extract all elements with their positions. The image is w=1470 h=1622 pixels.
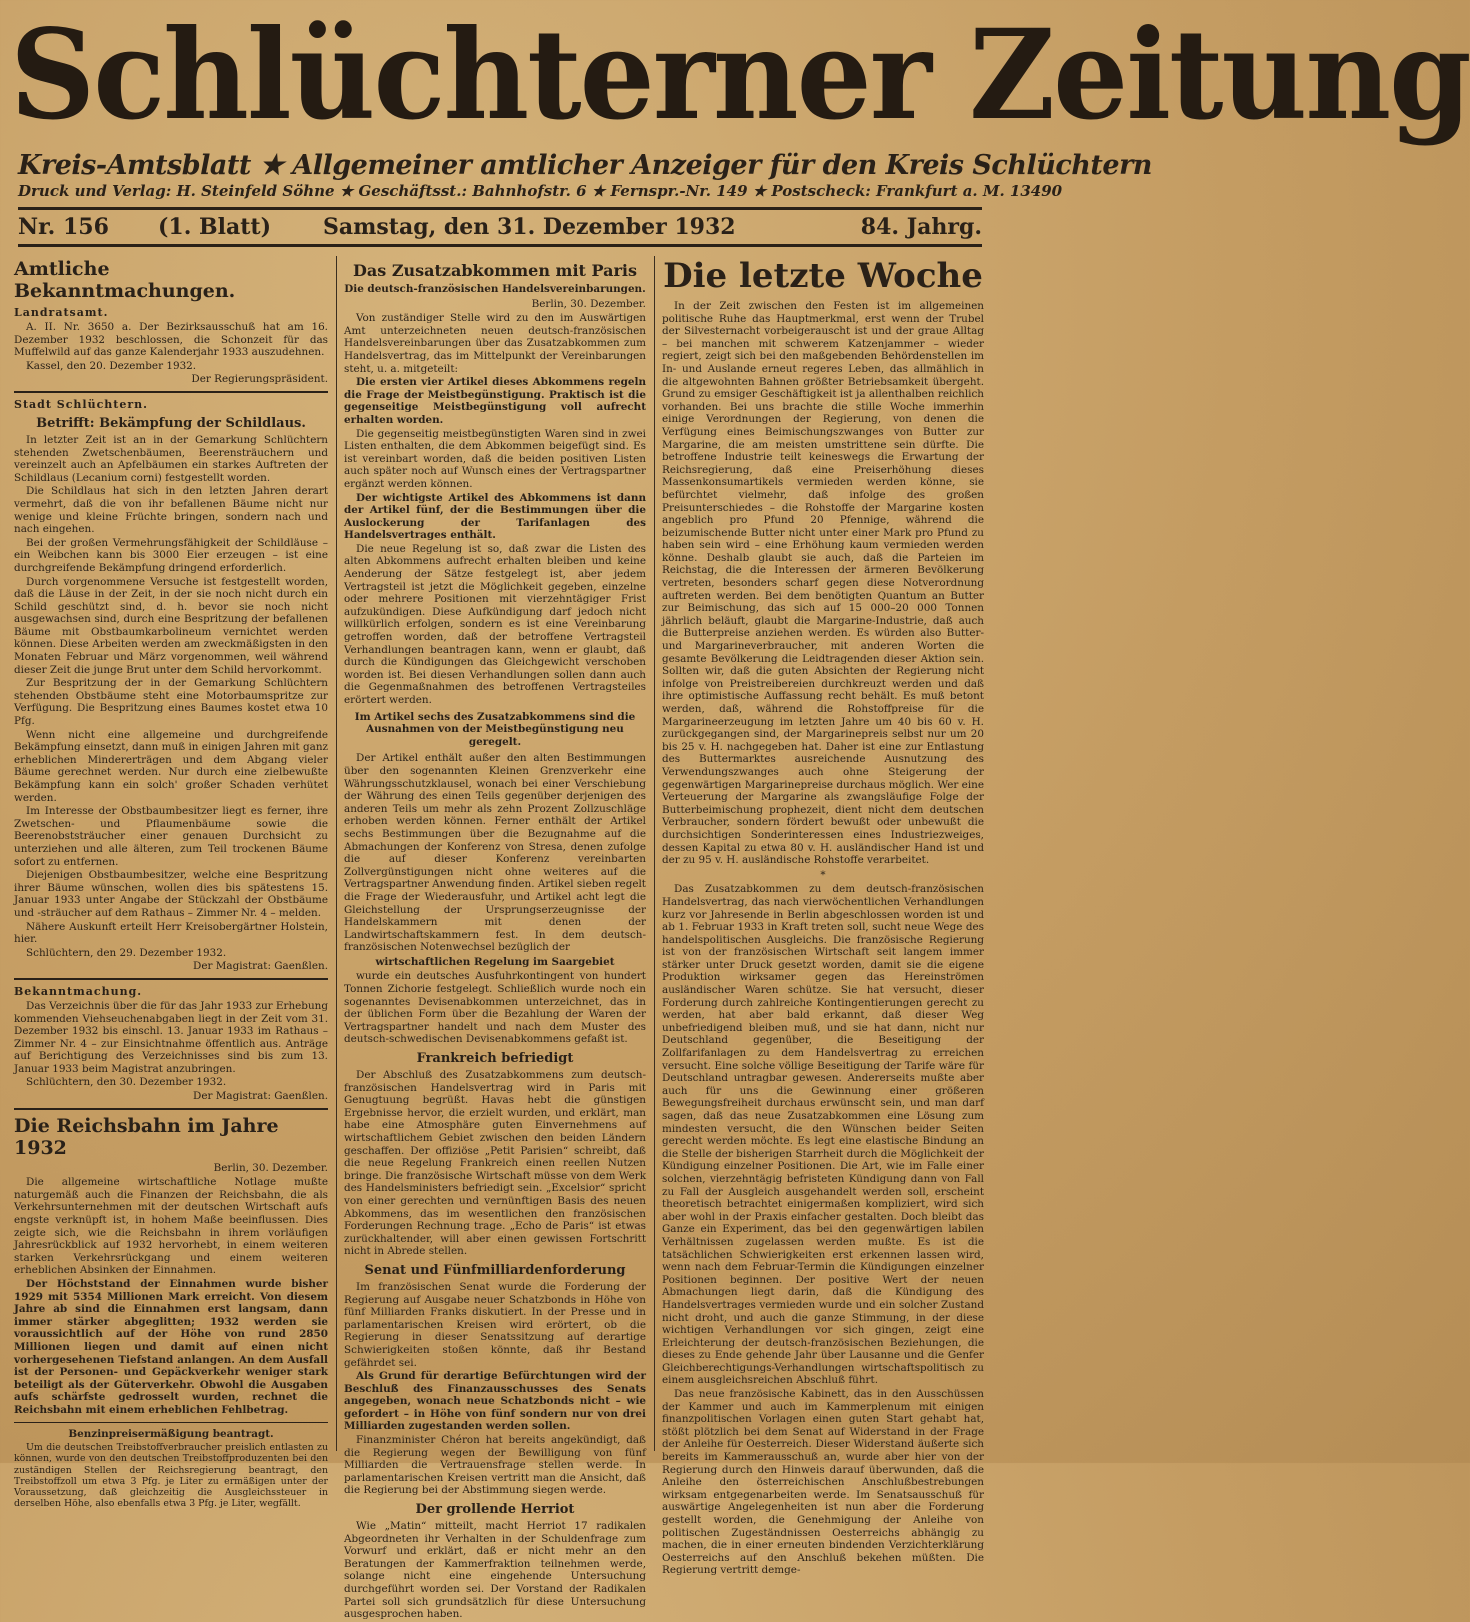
sheet-number: (1. Blatt) bbox=[158, 214, 271, 240]
notice-place: Schlüchtern, den 29. Dezember 1932. bbox=[26, 946, 227, 959]
section-divider bbox=[14, 978, 328, 980]
article-text: Der Höchststand der Einnahmen wurde bisher 1929 mit 5354 Millionen Mark erreicht. Von diesem Jahre ab sind die Einnahmen erst langsam, dann immer stärker abgeglitten; 1932 werden sie voraussichtlich auf der Höhe von rund 2850 Millionen liegen und damit auf einen nicht vorhergesehenen Tiefstand anlangen. An dem Ausfall ist der Personen- und Gepäckverkehr weniger stark beteiligt als der Güterverkehr. Obwohl die Ausgaben aufs schärfste gedrosselt wurden, rechnet die Reichsbahn mit einem erheblichen Fehlbetrag. bbox=[14, 1278, 328, 1416]
bottom-rule bbox=[18, 244, 982, 247]
column-divider bbox=[654, 256, 655, 1451]
notice-text: Nähere Auskunft erteilt Herr Kreisobergärtner Holstein, hier. bbox=[14, 920, 328, 946]
notice-place: Kassel, den 20. Dezember 1932. bbox=[26, 359, 197, 372]
notice-subject: Betrifft: Bekämpfung der Schildlaus. bbox=[36, 415, 306, 431]
notice-text: Wenn nicht eine allgemeine und durchgreifende Bekämpfung einsetzt, dann muß in einigen Jahren mit ganz erheblichen Mindererträgen und dem Abgang vieler Bäume gerechnet werden. Nur durch eine zielbewußte Bekämpfung kann ein solch' großer Schaden verhütet werden. bbox=[14, 728, 328, 804]
article-text: Der Artikel enthält außer den alten Bestimmungen über den sogenannten Kleinen Grenzverkehr eine Währungsschutzklausel, wonach bei einer Verschiebung der Währung des einen Teils gegenüber derjenigen des anderen Teils um mehr als zehn Prozent Zollzuschläge erhoben werden können. Ferner enthält der Artikel sechs Bestimmungen über die Bezugnahme auf die Abmachungen der Konferenz von Stresa, denen zufolge die auf dieser Konferenz vereinbarten Zollvergünstigungen nicht ohne weiteres auf die Vertragspartner Anwendung finden. Artikel sieben regelt die Frage der Wiederausfuhr, und Artikel acht legt die Gleichstellung der Ursprungserzeugnisse der Handelskammern mit denen der Landwirtschaftskammern fest. In dem deutsch-französischen Notenwechsel bezüglich der bbox=[344, 752, 646, 954]
notice-text: Im Interesse der Obstbaumbesitzer liegt es ferner, ihre Zwetschen- und Pflaumenbäume sowie die Beerenobststräucher einer genauen Durchsicht zu unterziehen und alle älteren, zum Teil trockenen Bäume sofort zu entfernen. bbox=[14, 805, 328, 868]
section-divider bbox=[14, 1108, 328, 1110]
volume-year: 84. Jahrg. bbox=[860, 214, 982, 240]
notice-heading: Bekanntmachung. bbox=[14, 984, 143, 998]
office-label: Stadt Schlüchtern. bbox=[14, 397, 148, 411]
section-divider bbox=[14, 1422, 328, 1423]
article-text: Finanzminister Chéron hat bereits angekündigt, daß die Regierung wegen der Bewilligung von fünf Milliarden die Vertrauensfrage stellen werde. In parlamentarischen Kreisen vertritt man die Ansicht, daß die Regierung bei der Abstimmung siegen werde. bbox=[344, 1434, 646, 1497]
notice-text: Das Verzeichnis über die für das Jahr 1933 zur Erhebung kommenden Viehseuchenabgaben liegt in der Zeit vom 31. Dezember 1932 bis einschl. 13. Januar 1933 im Rathaus – Zimmer Nr. 4 – zur Einsichtnahme öffentlich aus. Anträge auf Berichtigung des Verzeichnisses sind bis zum 13. Januar 1933 beim Magistrat anzubringen. bbox=[14, 999, 328, 1075]
office-label: Landratsamt. bbox=[14, 306, 109, 319]
column-trade-agreement bbox=[344, 256, 646, 1622]
article-text: Um die deutschen Treibstoffverbraucher preislich entlasten zu können, wurde von den deutschen Treibstoffproduzenten bei den zuständigen Stellen der Reichsregierung beantragt, den Treibstoffzoll um etwa 3 Pfg. je Liter zu ermäßigen unter der Voraussetzung, daß gleichzeitig die Ausgleichssteuer in derselben Höhe, also ebenfalls etwa 3 Pfg. je Liter, wegfällt. bbox=[14, 1442, 328, 1510]
article-heading-reichsbahn: Die Reichsbahn im Jahre 1932 bbox=[14, 1114, 279, 1159]
article-heading-paris: Das Zusatzabkommen mit Paris bbox=[353, 261, 637, 280]
section-heading: Frankreich befriedigt bbox=[416, 1051, 574, 1067]
article-text: Wie „Matin“ mitteilt, macht Herriot 17 radikalen Abgeordneten ihr Verhalten in der Schuldenfrage zum Vorwurf und erklärt, daß er nicht mehr an den Beratungen der Kammerfraktion teilnehmen werde, solange nicht eine eingehende Untersuchung durchgeführt worden sei. Der Vorstand der Radikalen Partei soll sich grundsätzlich für diese Untersuchung ausgesprochen haben. bbox=[344, 1520, 646, 1621]
section-divider bbox=[14, 391, 328, 393]
notice-text: In letzter Zeit ist an in der Gemarkung Schlüchtern stehenden Zwetschenbäumen, Beerensträuchern und vereinzelt auch an Apfelbäumen ein starkes Auftreten der Schildlaus (Lecanium corni) festgestellt worden. bbox=[14, 433, 328, 484]
column-divider bbox=[336, 256, 337, 1451]
article-text: Im französischen Senat wurde die Forderung der Regierung auf Ausgabe neuer Schatzbonds in Höhe von fünf Milliarden Franks diskutiert. In der Presse und in parlamentarischen Kreisen wird erörtert, ob die Regierung in dieser Senatssitzung auf derartige Schwierigkeiten stoßen könnte, daß ihr Bestand gefährdet sei. bbox=[344, 1280, 646, 1369]
article-text: Die allgemeine wirtschaftliche Notlage mußte naturgemäß auch die Finanzen der Reichsbahn, die als Verkehrsunternehmen mit der deutschen Wirtschaft aufs engste verknüpft ist, in hohem Maße beeinflussen. Dies zeigte sich, wie die Reichsbahn in ihrem vorläufigen Jahresrückblick auf 1932 hervorhebt, in einem weiteren starken Verkehrsrückgang und einem weiteren erheblichen Absinken der Einnahmen. bbox=[14, 1176, 328, 1277]
masthead-imprint: Druck und Verlag: H. Steinfeld Söhne ★ Geschäftsst.: Bahnhofstr. 6 ★ Fernspr.-Nr. 149 ★ Postscheck: Frankfurt a. M. 13490 bbox=[18, 182, 1063, 200]
article-text: Als Grund für derartige Befürchtungen wird der Beschluß des Finanzausschusses des Senats angegeben, wonach neue Schatzbonds nicht – wie gefordert – in Höhe von fünf sondern nur von drei Milliarden zugestanden werden sollen. bbox=[344, 1370, 646, 1433]
article-dateline: Berlin, 30. Dezember. bbox=[213, 1161, 328, 1174]
article-dateline: Berlin, 30. Dezember. bbox=[531, 297, 646, 310]
top-rule bbox=[18, 207, 982, 210]
notice-place: Schlüchtern, den 30. Dezember 1932. bbox=[26, 1076, 227, 1089]
notice-signature: Der Regierungspräsident. bbox=[191, 373, 328, 386]
article-text: Von zuständiger Stelle wird zu den im Auswärtigen Amt unterzeichneten neuen deutsch-französischen Handelsvereinbarungen über das Zusatzabkommen zum Handelsvertrag, das im Mittelpunkt der Vereinbarungen steht, u. a. mitgeteilt: bbox=[344, 312, 646, 375]
column-last-week bbox=[662, 256, 984, 1578]
masthead-subtitle: Kreis-Amtsblatt ★ Allgemeiner amtlicher Anzeiger für den Kreis Schlüchtern bbox=[18, 150, 1152, 181]
article-text: Die ersten vier Artikel dieses Abkommens regeln die Frage der Meistbegünstigung. Praktisch ist die gegenseitige Meistbegünstigung voll aufrecht erhalten worden. bbox=[344, 376, 646, 426]
notice-text: A. II. Nr. 3650 a. Der Bezirksausschuß hat am 16. Dezember 1932 beschlossen, die Schonzeit für das Muffelwild auf das ganze Kalenderjahr 1933 auszudehnen. bbox=[14, 321, 328, 359]
article-text: Der wichtigste Artikel des Abkommens ist dann der Artikel fünf, der die Bestimmungen über die Auslockerung der Tarifanlagen des Handelsvertrages enthält. bbox=[344, 491, 646, 542]
separator-star: * bbox=[820, 868, 826, 881]
article-text: Im Artikel sechs des Zusatzabkommens sind die Ausnahmen von der Meistbegünstigung neu geregelt. bbox=[354, 710, 636, 748]
article-text: wurde ein deutsches Ausfuhrkontingent von hundert Tonnen Zichorie festgelegt. Schließlich wurde noch ein sogenanntes Devisenabkommen unterzeichnet, das in der üblichen Form über die Bezahlung der Waren der Vertragspartner handelt und nach dem Muster des deutsch-schwedischen Devisenabkommens gefaßt ist. bbox=[344, 970, 646, 1046]
notice-text: Diejenigen Obstbaumbesitzer, welche eine Bespritzung ihrer Bäume wünschen, wollen dies bis spätestens 15. Januar 1933 unter Angabe der Stückzahl der Obstbäume und -sträucher auf dem Rathaus – Zimmer Nr. 4 – melden. bbox=[14, 869, 328, 919]
official-notices-heading: Amtliche Bekanntmachungen. bbox=[14, 258, 236, 302]
notice-signature: Der Magistrat: Gaenßlen. bbox=[193, 960, 328, 973]
section-heading: Der grollende Herriot bbox=[415, 1502, 575, 1518]
notice-text: Zur Bespritzung der in der Gemarkung Schlüchtern stehenden Obstbäume steht eine Motorbaumspritze zur Verfügung. Die Bespritzung eines Baumes kostet etwa 10 Pfg. bbox=[14, 677, 328, 728]
issue-number: Nr. 156 bbox=[18, 214, 109, 240]
article-text: Die neue Regelung ist so, daß zwar die Listen des alten Abkommens aufrecht erhalten bleiben und keine Aenderung der Sätze festgelegt ist, aber jedem Vertragsteil ist jetzt die Möglichkeit gegeben, einzelne oder mehrere Positionen mit vierzehntägiger Frist aufzukündigen. Diese Aufkündigung darf jedoch nicht willkürlich erfolgen, sondern es ist eine Vereinbarung getroffen worden, daß der betroffene Vertragsteil Verhandlungen beantragen kann, wenn er glaubt, daß durch die Kündigungen das Gleichgewicht verschoben worden ist. Bei diesen Verhandlungen sollen dann auch die Gegenmaßnahmen des betroffenen Vertragsteiles erörtert werden. bbox=[344, 542, 646, 706]
article-heading-last-week: Die letzte Woche bbox=[663, 256, 983, 296]
dateline-bar bbox=[18, 212, 982, 244]
article-subheading: Die deutsch-französischen Handelsvereinbarungen. bbox=[344, 283, 646, 295]
article-subheading: wirtschaftlichen Regelung im Saargebiet bbox=[375, 955, 615, 968]
article-text: Die gegenseitig meistbegünstigten Waren sind in zwei Listen enthalten, die dem Abkommen beigefügt sind. Es ist vereinbart worden, daß die beiden positiven Listen auch später noch auf Wunsch eines der Vertragspartner ergänzt werden können. bbox=[344, 427, 646, 490]
article-text: Der Abschluß des Zusatzabkommens zum deutsch-französischen Handelsvertrag wird in Paris mit Genugtuung begrüßt. Havas hebt die günstigen Ergebnisse hervor, die erzielt wurden, und erklärt, man habe eine Atmosphäre guten Einvernehmens auf wirtschaftlichem Gebiet zwischen den beiden Ländern geschaffen. Der offiziöse „Petit Parisien“ schreibt, daß die neue Regelung Frankreich einen reellen Nutzen bringe. Die französische Wirtschaft müsse von dem Werk des Handelsministers befriedigt sein. „Excelsior“ spricht von einer gerechten und vernünftigen Basis des neuen Abkommens, das im wesentlichen den französischen Forderungen Rechnung trage. „Echo de Paris“ ist etwas zurückhaltender, will aber einen gewissen Fortschritt nicht in Abrede stellen. bbox=[344, 1069, 646, 1258]
article-text: In der Zeit zwischen den Festen ist im allgemeinen politische Ruhe das Hauptmerkmal, erst wenn der Trubel der Silvesternacht vorbeigerauscht ist und der graue Alltag – bei manchen mit schwerem Katzenjammer – wieder regiert, zeigt sich bei den maßgebenden Behördenstellen im In- und Auslande erneut regeres Leben, das allmählich in die altgewohnten Bahnen größter Betriebsamkeit übergeht. Grund zu emsiger Geschäftigkeit ist ja allenthalben reichlich vorhanden. Bei uns brachte die stille Woche immerhin einige Verordnungen der Regierung, von denen die Verfügung eines Beimischungszwanges von Butter zur Margarine, die am meisten umstrittene sein dürfte. Die betroffene Industrie teilt keineswegs die Erwartung der Reichsregierung, daß eine Preiserhöhung dieses Massenkonsumartikels vermieden werden könne, sie befürchtet vielmehr, daß infolge des großen Preisunterschiedes – die Rohstoffe der Margarine kosten angeblich pro Pfund 20 Pfennige, während die beizumischende Butter nicht unter einer Mark pro Pfund zu haben sein wird – eine Erhöhung kaum vermieden werden könne. Deshalb glaubt sie auch, daß die Parteien im Reichstag, die die Interessen der ärmeren Bevölkerung vertreten, besonders scharf gegen diese Notverordnung auftreten werden. Bei dem benötigten Quantum an Butter zur Beimischung, das sich auf 15 000–20 000 Tonnen jährlich beläuft, glaubt die Margarine-Industrie, daß auch die Butterpreise anziehen werden. Es würden also Butter- und Margarineverbraucher, mit anderen Worten die gesamte Bevölkerung die Leidtragenden dieser Aktion sein. Sollten wir, daß die guten Absichten der Regierung nicht infolge von Preistreibereien durchkreuzt werden und daß ihre optimistische Auffassung recht behält. Es muß betont werden, daß, während die Rohstoffpreise für die Margarineerzeugung im letzten Jahre um 40 bis 60 v. H. zurückgegangen sind, der Margarinepreis selbst nur um 20 bis 25 v. H. nachgegeben hat. Daher ist eine zur Entlastung des Buttermarktes ausreichende Ausnutzung des Verwendungszwanges auch ohne Steigerung der gegenwärtigen Margarinepreise durchaus möglich. Wer eine Verteuerung der Margarine als zwangsläufige Folge der Butterbeimischung prophezeit, dient nicht dem deutschen Verbraucher, sondern fördert bewußt oder unbewußt die durchsichtigen Sonderinteressen eines Industriezweiges, dessen Kapital zu etwa 80 v. H. ausländischer Hand ist und der zu 95 v. H. ausländische Rohstoffe verarbeitet. bbox=[662, 300, 984, 867]
column-official-notices bbox=[14, 256, 328, 1510]
notice-text: Durch vorgenommene Versuche ist festgestellt worden, daß die Läuse in der Zeit, in der sie noch nicht durch ein Schild geschützt sind, d. h. bevor sie noch nicht ausgewachsen sind, durch eine Bespritzung der befallenen Bäume mit Obstbaumkarbolineum vernichtet werden können. Diese Arbeiten werden am zweckmäßigsten in den Monaten Februar und März vorgenommen, weil während dieser Zeit die junge Brut unter dem Schild hervorkommt. bbox=[14, 575, 328, 676]
notice-text: Die Schildlaus hat sich in den letzten Jahren derart vermehrt, daß die von ihr befallenen Bäume nicht nur wenige und kleine Früchte bringen, sondern nach und nach eingehen. bbox=[14, 485, 328, 536]
masthead-title: Schlüchterner Zeitung bbox=[10, 1, 1470, 148]
article-text: Das Zusatzabkommen zu dem deutsch-französischen Handelsvertrag, das nach vierwöchentlichen Verhandlungen kurz vor Jahresende in Berlin abgeschlossen worden ist und ab 1. Februar 1933 in Kraft treten soll, sucht neue Wege des handelspolitischen Ausgleichs. Die französische Regierung ist von der französischen Wirtschaft seit langem immer stärker unter Druck gesetzt worden, damit sie die eigene Produktion wirksamer gegen das Hereinströmen ausländischer Waren schütze. Sie hat versucht, dieser Forderung durch zahlreiche Kontingentierungen gerecht zu werden, hat aber bald erkannt, daß dieser Weg unbefriedigend bleiben muß, und sie hat dann, nicht nur Deutschland gegenüber, die Beseitigung der Zollfarifanlagen zu dem Handelsvertrag zu erreichen versucht. Eine solche völlige Beseitigung der Tarife wäre für Deutschland untragbar gewesen. Andererseits mußte aber auch für uns die Gewinnung einer größeren Bewegungsfreiheit durchaus erwünscht sein, und man darf sagen, daß das neue Zusatzabkommen eine Lösung zum mindesten versucht, die den Wünschen beider Seiten gerecht werden möchte. Es legt eine elastische Bindung an die Stelle der bisherigen Starrheit durch die Möglichkeit der Kündigung einzelner Positionen. Die Art, wie im Falle einer solchen, vierzehntägig befristeten Kündigung dann von Fall zu Fall der Ausgleich ausgehandelt werden soll, erscheint theoretisch betrachtet einigermaßen kompliziert, wird sich aber wohl in der Praxis einfacher gestalten. Doch bleibt das Ganze ein Experiment, das bei den gegenwärtigen labilen Verhältnissen zugelassen werden mußte. Es ist die tatsächlichen Schwierigkeiten erst erkennen lassen wird, wenn nach dem Februar-Termin die Kündigungen einzelner Positionen beginnen. Der positive Wert der neuen Abmachungen liegt darin, daß die Kündigung des Handelsvertrages vermieden wurde und ein solcher Zustand nicht droht, und auch die ganze Stimmung, in der diese wichtigen Verhandlungen vor sich gingen, zeigt eine Erleichterung der deutsch-französischen Beziehungen, die dieses zu Ende gehende Jahr über Lausanne und die Genfer Gleichberechtigungs-Verhandlungen wirtschaftspolitisch zu einem ausgleichsreichen Abschluß führt. bbox=[662, 883, 984, 1387]
notice-text: Bei der großen Vermehrungsfähigkeit der Schildläuse – ein Weibchen kann bis 3000 Eier erzeugen – ist eine durchgreifende Bekämpfung dringend erforderlich. bbox=[14, 536, 328, 574]
section-heading: Senat und Fünfmilliardenforderung bbox=[364, 1262, 626, 1278]
article-text: Das neue französische Kabinett, das in den Ausschüssen der Kammer und auch im Kammerplenum mit einigen finanzpolitischen Vorlagen einen guten Start gehabt hat, stößt plötzlich bei dem Senat auf Widerstand in der Frage der Anleihe für Oesterreich. Dieser Widerstand äußerte sich bereits im Kammerausschuß an, wurde aber hier von der Regierung durch den Hinweis darauf überwunden, daß die Anleihe den österreichischen Anschlußbestrebungen wirksam entgegenarbeiten werde. Im Senatsausschuß für auswärtige Angelegenheiten ist nun aber die Forderung gestellt worden, die Genehmigung der Anleihe von politischen Zugeständnissen Oesterreichs abhängig zu machen, die in einer erneuten bindenden Verzichterklärung Oesterreichs auf den Anschluß bekehen müßten. Die Regierung vertritt demge- bbox=[662, 1388, 984, 1577]
issue-date: Samstag, den 31. Dezember 1932 bbox=[323, 214, 736, 240]
article-heading-fuel: Benzinpreisermäßigung beantragt. bbox=[68, 1427, 274, 1440]
notice-signature: Der Magistrat: Gaenßlen. bbox=[193, 1090, 328, 1103]
